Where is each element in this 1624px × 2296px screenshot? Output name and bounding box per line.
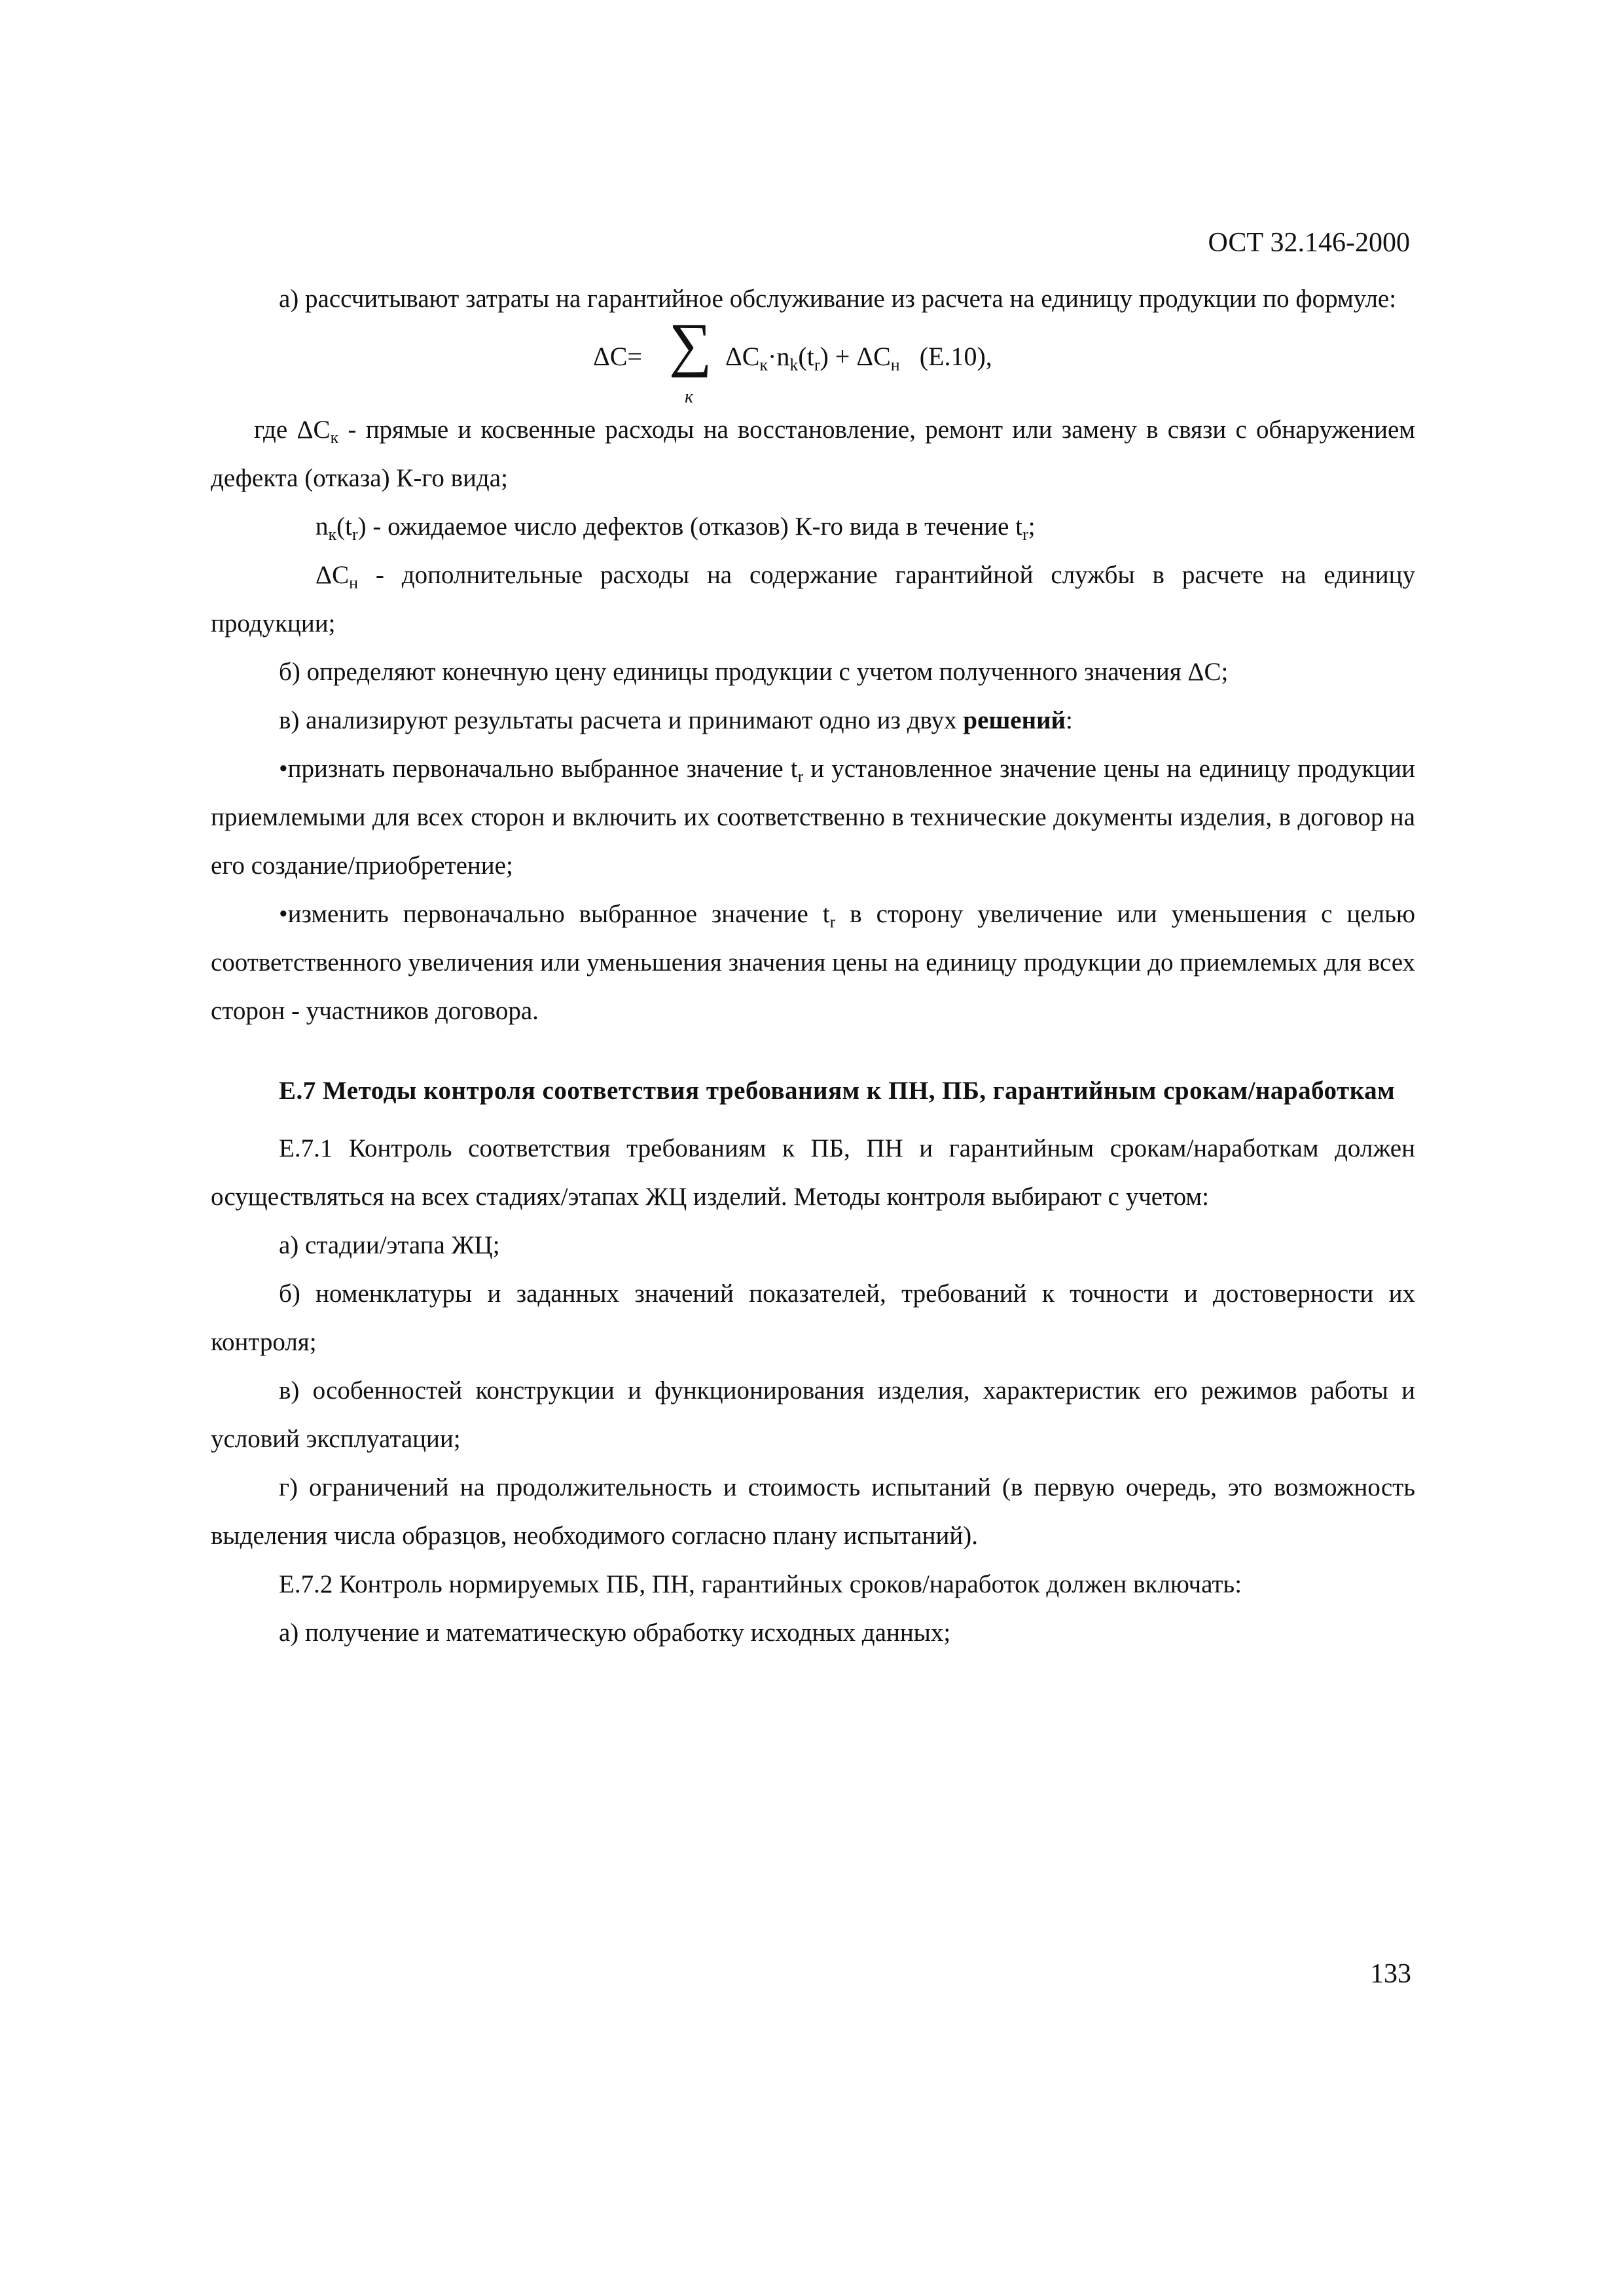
definition-dcn-text: - дополнительные расходы на содержание гарантийной службы в расчете на единицу продукции; <box>211 561 1415 637</box>
definition-nk <box>211 503 1415 551</box>
definition-nk-end: ; <box>1028 512 1036 541</box>
bullet-accept-sub: r <box>797 767 804 786</box>
symbol-n: n <box>316 512 329 541</box>
formula-sub-k: к <box>759 355 768 374</box>
page-number: 133 <box>1370 1959 1411 1989</box>
paragraph-analyze-end: : <box>1066 706 1073 734</box>
paragraph-final-price: б) определяют конечную цену единицы продукции с учетом полученного значения ΔC; <box>279 658 1229 686</box>
formula-rhs <box>725 332 992 381</box>
symbol-n-sub: к <box>328 525 337 544</box>
bullet-change-text: в сторону увеличение или уменьшения с целью соответственного увеличения или уменьшения значения цены на единицу продукции до приемлемых для всех сторон - участников договора. <box>211 900 1415 1025</box>
document-body <box>211 275 1415 1657</box>
definition-dck-text: - прямые и косвенные расходы на восстановление, ремонт или замену в связи с обнаружением дефекта (отказа) К-го вида; <box>211 416 1415 492</box>
formula-e10 <box>211 311 1415 407</box>
formula-label: (Е.10), <box>919 342 992 371</box>
sum-index: к <box>685 387 694 407</box>
symbol-dc-sub: к <box>330 428 339 447</box>
section-heading-e7: Е.7 Методы контроля соответствия требованиям к ПН, ПБ, гарантийным срокам/наработкам <box>279 1077 1396 1105</box>
document-code-header: ОСТ 32.146-2000 <box>1208 228 1410 258</box>
list-item-e71-d: г) ограничений на продолжительность и стоимость испытаний (в первую очередь, это возможность выделения числа образцов, необходимого согласно плану испытаний). <box>211 1473 1415 1550</box>
paragraph-cost-calculation: а) рассчитывают затраты на гарантийное обслуживание из расчета на единицу продукции по формуле: <box>279 285 1397 313</box>
where-prefix: где <box>254 416 288 444</box>
definition-nk-text: ) - ожидаемое число дефектов (отказов) К-го вида в течение t <box>357 512 1023 541</box>
formula-sub-n: н <box>890 355 900 374</box>
list-item-e71-a: а) стадии/этапа ЖЦ; <box>279 1231 500 1259</box>
paragraph-e71: Е.7.1 Контроль соответствия требованиям к ПБ, ПН и гарантийным срокам/наработкам должен осуществляться на всех стадиях/этапах ЖЦ изделий. Методы контроля выбирают с учетом: <box>211 1134 1415 1211</box>
bullet-accept <box>211 745 1415 890</box>
bullet-accept-pre: •признать первоначально выбранное значение t <box>279 755 798 783</box>
symbol-dcn-sub: н <box>349 573 359 592</box>
symbol-n-arg: (t <box>336 512 352 541</box>
paragraph-analyze-bold: решений <box>963 706 1066 734</box>
formula-lhs: ΔC= <box>593 342 642 371</box>
bullet-change <box>211 890 1415 1035</box>
definition-nk-sub: r <box>1022 525 1028 544</box>
bullet-accept-text: и установленное значение цены на единицу продукции приемлемыми для всех сторон и включить их соответственно в технические документы изделия, в договор на его создание/приобретение; <box>211 755 1416 880</box>
symbol-dc: ΔC <box>297 416 331 444</box>
formula-term-t: (t <box>798 342 814 371</box>
formula-sub-r: r <box>814 355 820 374</box>
formula-term-n: ·n <box>768 342 790 371</box>
list-item-e71-c: в) особенностей конструкции и функционирования изделия, характеристик его режимов работы и условий эксплуатации; <box>211 1376 1415 1453</box>
bullet-change-sub: r <box>829 912 836 931</box>
list-item-e72-a: а) получение и математическую обработку исходных данных; <box>279 1619 951 1647</box>
definition-dcn <box>211 551 1415 648</box>
formula-term-dc: ΔC <box>725 342 760 371</box>
paragraph-analyze <box>211 696 1415 745</box>
list-item-e71-b: б) номенклатуры и заданных значений показателей, требований к точности и достоверности их контроля; <box>211 1280 1415 1356</box>
sum-symbol: ∑ <box>669 311 712 378</box>
symbol-dcn: ΔC <box>316 561 350 589</box>
symbol-n-arg-sub: r <box>352 525 358 544</box>
paragraph-analyze-text: в) анализируют результаты расчета и принимают одно из двух <box>279 706 964 734</box>
formula-sub-k2: k <box>789 355 799 374</box>
formula-term-dcn: ) + ΔC <box>820 342 891 371</box>
definition-dck <box>211 406 1415 503</box>
bullet-change-pre: •изменить первоначально выбранное значение t <box>279 900 830 928</box>
paragraph-e72: Е.7.2 Контроль нормируемых ПБ, ПН, гарантийных сроков/наработок должен включать: <box>279 1570 1242 1598</box>
